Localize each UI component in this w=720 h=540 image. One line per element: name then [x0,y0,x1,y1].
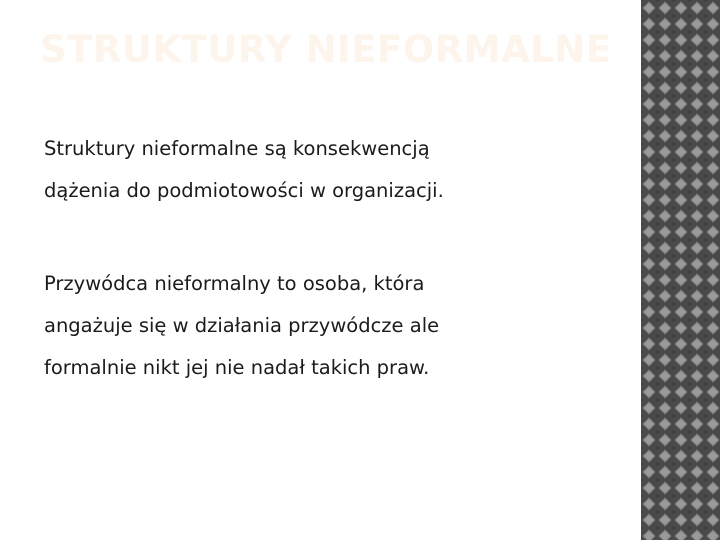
body-line: formalnie nikt jej nie nadał takich praw. [44,356,430,379]
body-line: Struktury nieformalne są konsekwencją [44,137,430,160]
diamond-pattern-graphic [641,0,720,540]
decorative-side-band [641,0,720,540]
paragraph-informal-structures [44,128,624,212]
body-line: angażuje się w działania przywódcze ale [44,314,440,337]
slide-body [44,128,624,389]
paragraph-informal-leader [44,263,624,389]
slide-title: STRUKTURY NIEFORMALNE [40,28,612,71]
body-line: dążenia do podmiotowości w organizacji. [44,179,444,202]
body-line: Przywódca nieformalny to osoba, która [44,272,425,295]
